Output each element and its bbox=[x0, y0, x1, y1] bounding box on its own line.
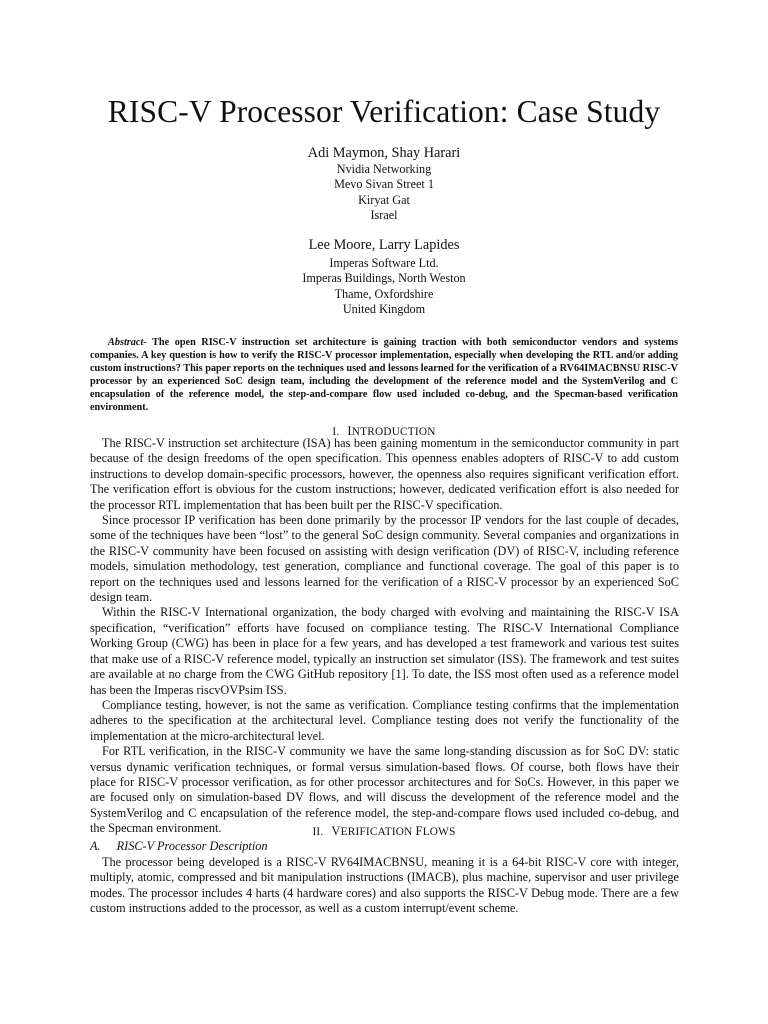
author-block-imperas bbox=[0, 236, 768, 318]
section-number: I. bbox=[332, 426, 340, 438]
section-title-initial: V bbox=[331, 824, 341, 838]
subsection-letter: A. bbox=[90, 839, 101, 853]
section-number: II. bbox=[312, 826, 324, 838]
section-heading-verification-flows bbox=[0, 824, 768, 839]
paragraph: The processor being developed is a RISC-V RV64IMACBNSU, meaning it is a 64-bit RISC-V core with integer, multiply, atomic, compressed and bit manipulation instructions (IMACB), plus machine, supervisor and user privilege modes. The processor includes 4 harts (4 hardware cores) and also supports the RISC-V Debug mode. There are a few custom instructions added to the processor, as well as a custom interrupt/event scheme. bbox=[90, 855, 679, 916]
affiliation-line: Kiryat Gat bbox=[358, 192, 410, 207]
subsection-title: RISC-V Processor Description bbox=[116, 839, 268, 853]
section-title-rest: NTRODUCTION bbox=[351, 426, 436, 438]
affiliation-line: Imperas Software Ltd. bbox=[329, 256, 439, 270]
section-title-initial: I bbox=[347, 424, 352, 438]
section-title-rest-2: LOWS bbox=[422, 826, 456, 838]
affiliation-line: Imperas Buildings, North Weston bbox=[302, 271, 466, 286]
subsection-heading bbox=[90, 839, 268, 854]
paragraph: The RISC-V instruction set architecture (ISA) has been gaining momentum in the semiconductor community in part because of the design freedoms of the open specification. This openness enables adopters of RISC-V to add custom instructions to develop domain-specific processors, however, the openness also requires significant verification effort. The verification effort is obvious for the custom instructions; however, dedicated verification effort is also needed for the processor RTL implementation that has been built per the RISC-V specification. bbox=[90, 436, 679, 512]
processor-description-body bbox=[90, 855, 679, 917]
paragraph: For RTL verification, in the RISC-V community we have the same long-standing discussion as for SoC DV: static versus dynamic verification techniques, or formal versus simulation-based flows. Of course, both flows have their place for RISC-V processor verification, as for other processor architectures and for SoCs. However, in this paper we are focused only on simulation-based DV flows, and will discuss the development of the reference model and the SystemVerilog and C encapsulation of the reference model, the step-and-compare flows used included co-debug, and the Specman environment. bbox=[90, 744, 679, 836]
abstract bbox=[90, 336, 678, 415]
author-names: Adi Maymon, Shay Harari bbox=[307, 145, 461, 161]
affiliation-line: Israel bbox=[370, 208, 398, 223]
author-names: Lee Moore, Larry Lapides bbox=[308, 237, 460, 253]
affiliation-line: United Kingdom bbox=[342, 302, 426, 317]
abstract-label: Abstract- bbox=[108, 337, 147, 348]
section-title-rest: ERIFICATION bbox=[340, 826, 416, 838]
affiliation-line: Nvidia Networking bbox=[336, 162, 432, 176]
abstract-text: The open RISC-V instruction set architecture is gaining traction with both semiconductor vendors and systems companies. A key question is how to verify the RISC-V processor implementation, especially when developing the RTL and/or adding custom instructions? This paper reports on the techniques used and lessons learned for the verification of a RV64IMACBNSU RISC-V processor by an experienced SoC design team, including the development of the reference model and the SystemVerilog and C encapsulation of the reference model, the step-and-compare flow used included co-debug, and the Specman-based verification environment. bbox=[90, 337, 678, 414]
paper-title: RISC-V Processor Verification: Case Study bbox=[107, 94, 661, 129]
paragraph: Since processor IP verification has been done primarily by the processor IP vendors for the last couple of decades, some of the techniques have been “lost” to the general SoC design community. Several companies and organizations in the RISC-V community have been focused on assisting with design verification (DV) of RISC-V, including reference models, simulation methodology, test generation, compliance and functional coverage. The goal of this paper is to report on the techniques used and lessons learned for the verification of a RISC-V processor by an experienced SoC design team. bbox=[90, 513, 679, 605]
author-block-nvidia bbox=[0, 144, 768, 224]
introduction-body bbox=[90, 436, 679, 837]
paragraph: Compliance testing, however, is not the same as verification. Compliance testing confirms that the implementation adheres to the specification at the architectural level. Compliance testing does not verify the functionality of the implementation at the micro-architectural level. bbox=[90, 697, 679, 743]
affiliation-line: Mevo Sivan Street 1 bbox=[334, 177, 434, 192]
paragraph: Within the RISC-V International organization, the body charged with evolving and maintaining the RISC-V ISA specification, “verification” efforts have focused on compliance testing. The RISC-V International Compliance Working Group (CWG) has been in place for a few years, and has developed a test framework and various test suites that make use of a RISC-V reference model, typically an instruction set simulator (ISS). The framework and test suites are available at no charge from the CWG GitHub repository [1]. To date, the ISS most often used as a reference model has been the Imperas riscvOVPsim ISS. bbox=[90, 605, 679, 697]
affiliation-line: Thame, Oxfordshire bbox=[334, 286, 434, 301]
section-title-initial-2: F bbox=[415, 824, 423, 838]
